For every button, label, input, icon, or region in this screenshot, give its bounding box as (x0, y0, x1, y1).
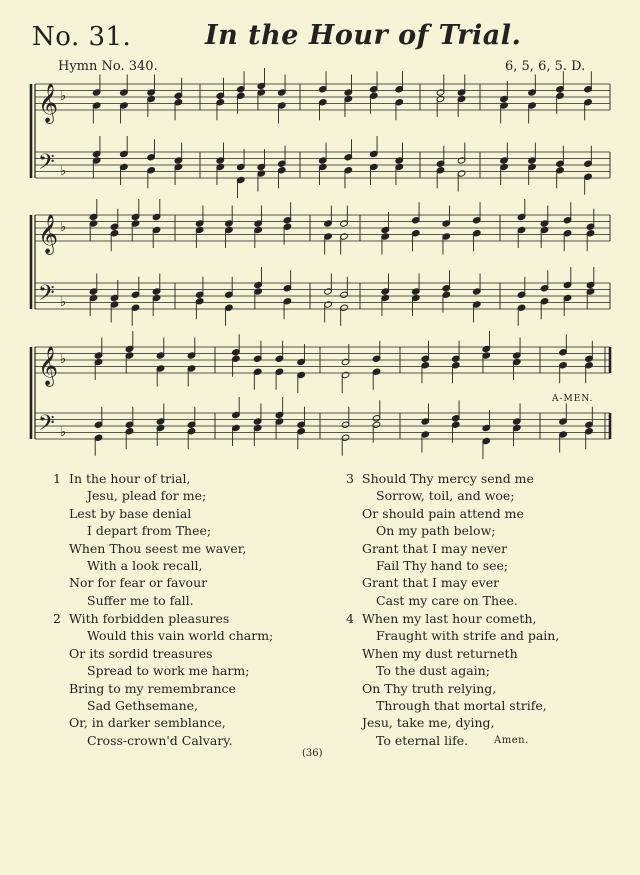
hymn-title: In the Hour of Trial. (205, 20, 522, 51)
hymn-number: No. 31. (32, 22, 132, 52)
flat-key-signature-icon: ♭ (60, 89, 67, 104)
hymn-reference: Hymn No. 340. (58, 59, 158, 74)
page-number: (36) (302, 748, 323, 759)
flat-key-signature-icon: ♭ (60, 352, 67, 367)
bass-clef-icon: 𝄢 (38, 150, 55, 180)
verse-1: 1 In the hour of trial, Jesu, plead for me; Lest by base denial I depart from Thee; When Thou seest me waver, With a look recall, Nor for fear or favour Suffer me to fall. (53, 471, 247, 608)
treble-clef-icon: 𝄞 (38, 346, 59, 386)
amen-word: Amen. (494, 734, 529, 746)
bass-clef-icon: 𝄢 (38, 281, 55, 311)
amen-label: A-MEN. (552, 394, 594, 404)
music-system (31, 68, 610, 198)
flat-key-signature-icon: ♭ (60, 220, 67, 235)
treble-clef-icon: 𝄞 (38, 214, 59, 254)
music-system (31, 331, 610, 459)
flat-key-signature-icon: ♭ (60, 295, 67, 310)
treble-clef-icon: 𝄞 (38, 83, 59, 123)
verse-2: 2 With forbidden pleasures Would this vain world charm; Or its sordid treasures Spread to work me harm; Bring to my remembrance Sad Gethsemane, Or, in darker semblance, Cross-crown'd Calvary. (53, 611, 274, 748)
flat-key-signature-icon: ♭ (60, 425, 67, 440)
verse-3: 3 Should Thy mercy send me Sorrow, toil, and woe; Or should pain attend me On my path below; Grant that I may never Fail Thy hand to see; Grant that I may ever Cast my care on Thee. (346, 471, 534, 608)
music-system (31, 199, 610, 326)
verse-4: 4 When my last hour cometh, Fraught with strife and pain, When my dust returneth To the dust again; On Thy truth relying, Through that mortal strife, Jesu, take me, dying, To eternal life. Amen. (346, 611, 560, 748)
flat-key-signature-icon: ♭ (60, 164, 67, 179)
verse-number: 1 (53, 471, 61, 486)
bass-clef-icon: 𝄢 (38, 411, 55, 441)
meter-label: 6, 5, 6, 5. D. (505, 59, 586, 74)
